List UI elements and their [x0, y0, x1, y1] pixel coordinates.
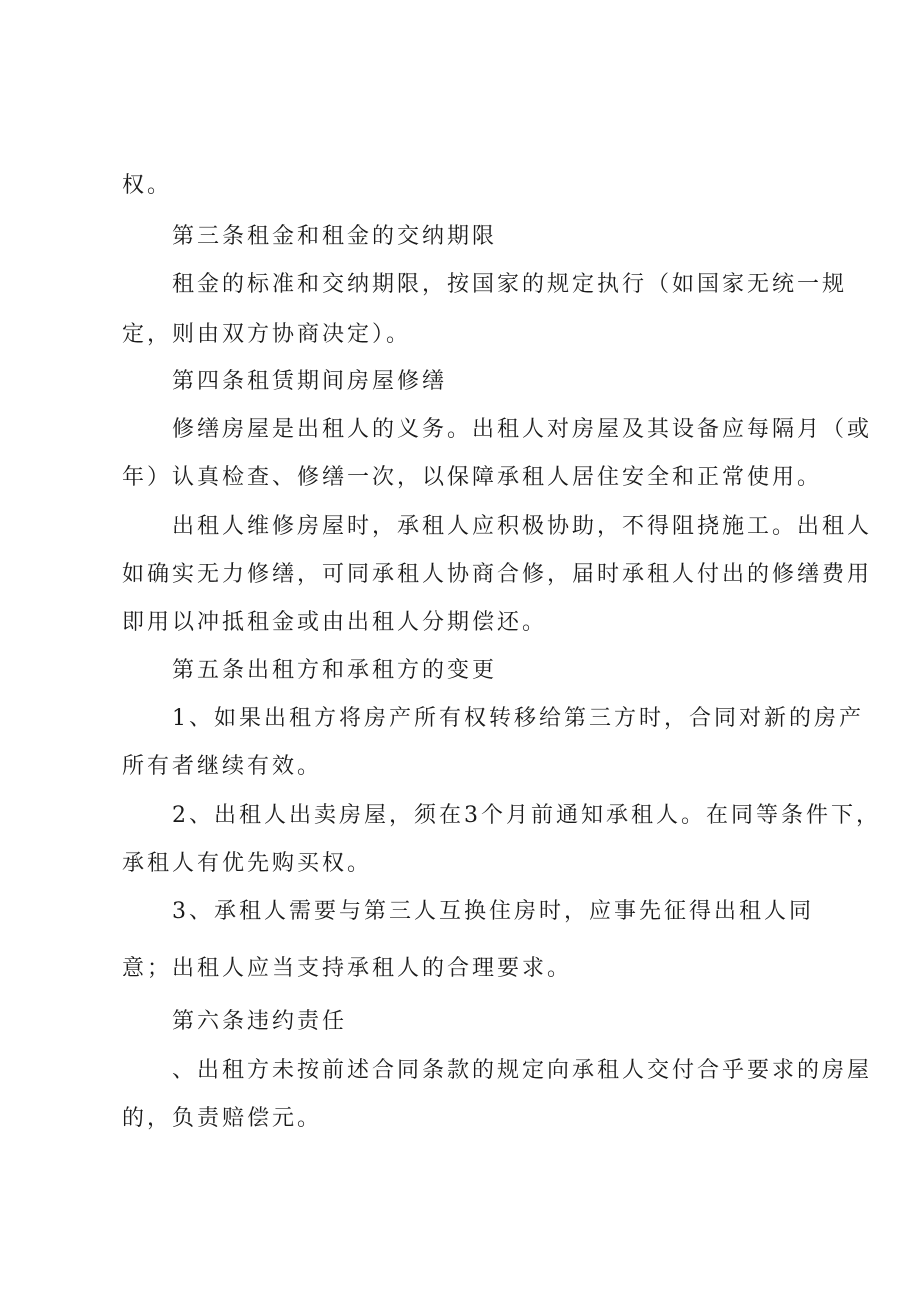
article-6-item-1-line-2: 的，负责赔偿元。 [122, 1106, 323, 1131]
article-4-para-2-line-3: 即用以冲抵租金或由出租人分期偿还。 [122, 610, 548, 635]
article-4-para-1-line-2: 年）认真检查、修缮一次，以保障承租人居住安全和正常使用。 [122, 465, 823, 490]
article-5-item-3-line-1: 3、承租人需要与第三人互换住房时，应事先征得出租人同 [172, 899, 814, 924]
article-4-heading: 第四条租赁期间房屋修缮 [172, 369, 448, 394]
article-5-item-1-line-1: 1、如果出租方将房产所有权转移给第三方时，合同对新的房产 [172, 706, 864, 731]
article-4-para-2-line-2: 如确实无力修缮，可同承租人协商合修，届时承租人付出的修缮费用 [122, 562, 873, 587]
article-5-item-2-line-2: 承租人有优先购买权。 [122, 851, 373, 876]
article-3-text-line-1: 租金的标准和交纳期限，按国家的规定执行（如国家无统一规 [172, 272, 848, 297]
article-4-para-1-line-1: 修缮房屋是出租人的义务。出租人对房屋及其设备应每隔月（或 [172, 417, 873, 442]
article-5-item-2-line-1: 2、出租人出卖房屋，须在3个月前通知承租人。在同等条件下， [172, 803, 881, 828]
article-5-item-3-line-2: 意；出租人应当支持承租人的合理要求。 [122, 956, 573, 981]
article-3-heading: 第三条租金和租金的交纳期限 [172, 224, 498, 249]
article-6-heading: 第六条违约责任 [172, 1009, 348, 1034]
article-3-text-line-2: 定，则由双方协商决定）。 [122, 322, 412, 347]
article-6-item-1-line-1: 、出租方未按前述合同条款的规定向承租人交付合乎要求的房屋 [172, 1058, 873, 1083]
article-4-para-2-line-1: 出租人维修房屋时，承租人应积极协助，不得阻挠施工。出租人 [172, 514, 873, 539]
paragraph-continuation: 权。 [122, 173, 173, 198]
article-5-item-1-line-2: 所有者继续有效。 [122, 754, 323, 779]
article-5-heading: 第五条出租方和承租方的变更 [172, 658, 498, 683]
